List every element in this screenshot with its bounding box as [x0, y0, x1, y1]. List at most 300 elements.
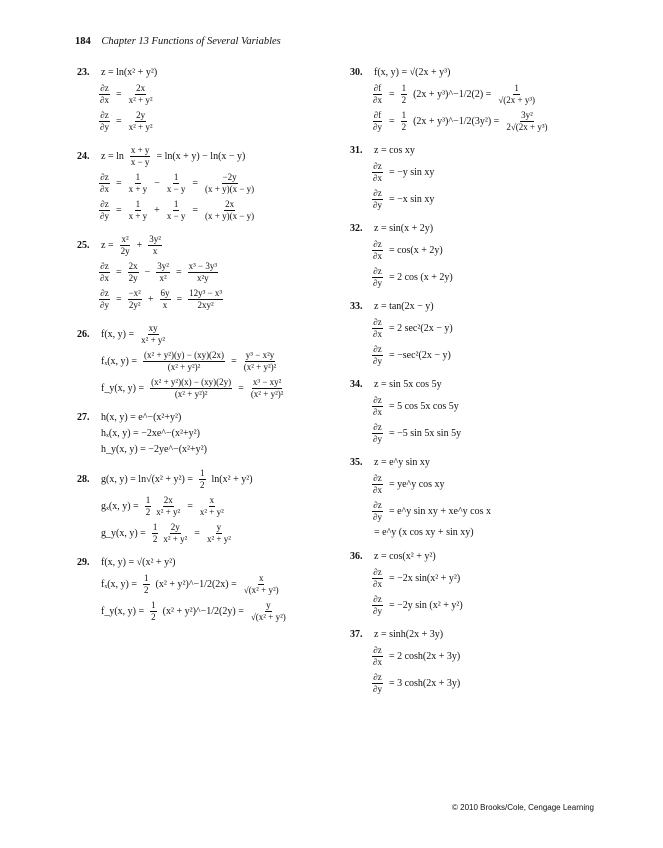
problem-number: 32. — [350, 223, 363, 234]
denominator: ∂x — [373, 173, 382, 183]
numerator: 1 — [135, 199, 141, 209]
problem-statement — [77, 235, 347, 256]
numerator: 1 — [401, 83, 407, 93]
fraction — [128, 173, 149, 194]
derivation-line — [77, 173, 347, 194]
denominator: x² + y² — [199, 507, 224, 517]
problem-statement — [350, 552, 620, 562]
derivation-line — [350, 528, 620, 538]
math-text: f_y(x, y) = — [101, 382, 145, 394]
numerator: 1 — [200, 468, 205, 478]
fraction — [372, 345, 383, 366]
math-text: = — [115, 115, 122, 127]
problem-number: 26. — [77, 328, 90, 340]
fraction — [372, 646, 383, 667]
fraction — [162, 523, 188, 544]
fraction — [372, 189, 383, 210]
math-text: z = cos xy — [374, 145, 415, 156]
denominator: ∂y — [100, 300, 109, 310]
problem-number: 23. — [77, 67, 90, 78]
denominator: 2√(2x + y³) — [506, 122, 548, 132]
denominator: ∂y — [100, 211, 109, 221]
derivation-line — [77, 601, 347, 622]
problem-statement — [350, 302, 620, 312]
denominator: x² + y² — [128, 95, 153, 105]
numerator: ∂z — [373, 500, 382, 510]
math-text: = — [175, 266, 182, 278]
derivation-line — [77, 200, 347, 221]
denominator: x — [152, 246, 158, 256]
denominator: √(x² + y²) — [250, 612, 286, 622]
derivation-line — [350, 474, 620, 495]
left-column — [77, 68, 347, 636]
fraction — [372, 568, 383, 589]
math-text: = −y sin xy — [388, 166, 435, 178]
fraction — [372, 318, 383, 339]
fraction — [372, 501, 383, 522]
numerator: 1 — [173, 172, 179, 182]
derivation-line — [350, 318, 620, 339]
math-text: + — [136, 239, 143, 251]
math-text: = — [115, 204, 122, 216]
denominator: 2xy² — [197, 300, 214, 310]
problem-number: 28. — [77, 473, 90, 485]
fraction — [99, 262, 110, 283]
fraction — [372, 162, 383, 183]
math-text: = ln(x + y) − ln(x − y) — [156, 150, 246, 162]
fraction — [199, 496, 225, 517]
problem — [350, 630, 620, 694]
numerator: 6y — [160, 288, 170, 298]
problem — [350, 224, 620, 288]
numerator: ∂z — [373, 317, 382, 327]
math-text: = e^y sin xy + xe^y cos x — [388, 505, 491, 517]
fraction — [206, 523, 232, 544]
problem-statement — [77, 469, 347, 490]
math-text: z = ln — [101, 150, 124, 162]
fraction — [99, 173, 110, 194]
numerator: y — [216, 522, 222, 532]
derivation-line — [77, 351, 347, 372]
derivation-line — [350, 267, 620, 288]
fraction — [140, 324, 166, 345]
math-text: z = cos(x² + y²) — [374, 551, 436, 562]
math-text: h(x, y) = e^−(x²+y²) — [101, 412, 182, 423]
problem-statement — [350, 68, 620, 78]
chapter-title: Chapter 13 Functions of Several Variables — [101, 36, 281, 47]
fraction — [204, 173, 255, 194]
problem-number: 29. — [77, 557, 90, 568]
numerator: ∂z — [373, 266, 382, 276]
denominator: ∂y — [373, 606, 382, 616]
numerator: ∂z — [373, 422, 382, 432]
math-text: gₓ(x, y) = — [101, 500, 139, 512]
denominator: 2 — [152, 534, 158, 544]
denominator: x² + y² — [156, 507, 181, 517]
math-text: z = ln(x² + y²) — [101, 67, 158, 78]
math-text: − — [154, 177, 160, 189]
problem-number: 35. — [350, 457, 363, 468]
derivation-line — [350, 501, 620, 522]
numerator: 2x — [225, 199, 235, 209]
math-text: z = sin(x + 2y) — [374, 223, 434, 234]
fraction — [250, 601, 287, 622]
math-text: = — [194, 527, 200, 539]
problem-number: 36. — [350, 551, 363, 562]
numerator: 3y² — [149, 234, 161, 244]
problem-number: 37. — [350, 629, 363, 640]
derivation-line — [77, 445, 347, 455]
denominator: (x + y)(x − y) — [205, 184, 255, 194]
numerator: 2x — [136, 83, 146, 93]
derivation-line — [77, 429, 347, 439]
numerator: 3y² — [157, 261, 169, 271]
fraction — [150, 601, 157, 622]
page-header — [75, 36, 281, 47]
denominator: x — [162, 300, 168, 310]
denominator: x + y — [128, 184, 148, 194]
math-text: h_y(x, y) = −2ye^−(x²+y²) — [101, 444, 208, 455]
numerator: (x² + y²)(y) − (xy)(2x) — [144, 350, 225, 360]
derivation-line — [350, 240, 620, 261]
page-number: 184 — [75, 36, 91, 47]
numerator: 1 — [145, 495, 151, 505]
numerator: 3y² — [521, 110, 533, 120]
problem — [350, 552, 620, 616]
numerator: x² — [121, 234, 129, 244]
fraction — [401, 111, 408, 132]
numerator: −x² — [128, 288, 141, 298]
fraction — [188, 262, 218, 283]
numerator: x — [209, 495, 215, 505]
problem-statement — [77, 413, 347, 423]
math-text: g(x, y) = ln√(x² + y²) = — [101, 473, 194, 485]
denominator: ∂y — [373, 512, 382, 522]
fraction — [401, 84, 408, 105]
numerator: ∂z — [373, 567, 382, 577]
denominator: ∂y — [100, 122, 109, 132]
numerator: ∂z — [373, 395, 382, 405]
fraction — [156, 262, 170, 283]
numerator: 2x — [163, 495, 173, 505]
denominator: x + y — [128, 211, 148, 221]
problem — [350, 302, 620, 366]
problem — [77, 413, 347, 455]
math-text: z = — [101, 239, 114, 251]
math-text: = — [115, 266, 122, 278]
math-text: = −sec²(2x − y) — [388, 349, 451, 361]
denominator: x² + y² — [163, 534, 188, 544]
math-text: fₓ(x, y) = — [101, 355, 138, 367]
problem-statement — [350, 380, 620, 390]
fraction — [148, 235, 162, 256]
fraction — [188, 289, 223, 310]
derivation-line — [350, 568, 620, 589]
fraction — [130, 146, 151, 167]
problem-statement — [350, 146, 620, 156]
numerator: 1 — [173, 199, 179, 209]
fraction — [372, 267, 383, 288]
problem-statement — [77, 146, 347, 167]
derivation-line — [77, 496, 347, 517]
math-text: + — [147, 293, 154, 305]
fraction — [204, 200, 255, 221]
fraction — [152, 523, 159, 544]
numerator: ∂z — [100, 110, 109, 120]
fraction — [372, 111, 383, 132]
math-text: fₓ(x, y) = — [101, 578, 138, 590]
denominator: ∂y — [373, 278, 382, 288]
derivation-line — [77, 523, 347, 544]
numerator: ∂z — [100, 199, 109, 209]
math-text: = — [115, 88, 122, 100]
denominator: 2 — [401, 95, 407, 105]
fraction — [99, 200, 110, 221]
numerator: 2y — [136, 110, 146, 120]
denominator: 2y — [120, 246, 130, 256]
problem — [350, 458, 620, 538]
math-text: (x² + y²)^−1/2(2y) = — [162, 605, 244, 617]
math-text: = — [192, 204, 199, 216]
math-text: = −5 sin 5x sin 5y — [388, 427, 462, 439]
numerator: ∂z — [373, 473, 382, 483]
fraction — [99, 111, 110, 132]
math-text: f(x, y) = √(x² + y²) — [101, 557, 176, 568]
fraction — [372, 673, 383, 694]
math-text: z = sinh(2x + 3y) — [374, 629, 444, 640]
fraction — [372, 240, 383, 261]
numerator: x + y — [130, 145, 150, 155]
numerator: y — [266, 600, 271, 610]
math-text: ln(x² + y²) — [211, 473, 253, 485]
denominator: ∂x — [100, 184, 109, 194]
math-text: = — [115, 177, 122, 189]
math-text: z = e^y sin xy — [374, 457, 430, 468]
denominator: ∂y — [373, 684, 382, 694]
math-text: = — [388, 88, 395, 100]
problem-number: 25. — [77, 239, 90, 251]
math-text: f_y(x, y) = — [101, 605, 145, 617]
denominator: ∂x — [100, 95, 109, 105]
problem-number: 24. — [77, 150, 90, 162]
derivation-line — [77, 289, 347, 310]
denominator: (x² + y²)² — [250, 389, 284, 399]
numerator: 1 — [151, 600, 156, 610]
denominator: (x + y)(x − y) — [205, 211, 255, 221]
numerator: 1 — [401, 110, 407, 120]
math-text: = −2x sin(x² + y²) — [388, 572, 461, 584]
copyright-notice: © 2010 Brooks/Cole, Cengage Learning — [452, 803, 594, 812]
fraction — [128, 111, 154, 132]
numerator: x³ − xy² — [252, 377, 282, 387]
derivation-line — [350, 189, 620, 210]
math-text: g_y(x, y) = — [101, 527, 146, 539]
fraction — [150, 378, 232, 399]
derivation-line — [350, 396, 620, 417]
numerator: ∂z — [373, 672, 382, 682]
math-text: − — [144, 266, 151, 278]
denominator: 2 — [144, 585, 149, 595]
derivation-line — [77, 262, 347, 283]
math-text: = — [238, 382, 244, 394]
fraction — [243, 574, 280, 595]
numerator: ∂f — [373, 110, 382, 120]
fraction — [128, 262, 139, 283]
denominator: 2 — [401, 122, 407, 132]
denominator: x² + y² — [141, 335, 166, 345]
math-text: = −2y sin (x² + y²) — [388, 599, 463, 611]
math-text: = — [388, 115, 395, 127]
problem — [77, 558, 347, 622]
math-text: = 2 cosh(2x + 3y) — [388, 650, 461, 662]
numerator: 1 — [514, 83, 519, 93]
numerator: ∂z — [100, 83, 109, 93]
derivation-line — [77, 378, 347, 399]
math-text: (2x + y³)^−1/2(3y²) = — [413, 115, 500, 127]
math-text: f(x, y) = √(2x + y³) — [374, 67, 451, 78]
problem — [77, 324, 347, 399]
fraction — [160, 289, 171, 310]
numerator: ∂z — [373, 344, 382, 354]
numerator: 2y — [170, 522, 180, 532]
denominator: ∂y — [373, 122, 382, 132]
problem — [350, 380, 620, 444]
fraction — [243, 351, 278, 372]
fraction — [250, 378, 285, 399]
denominator: x² + y² — [128, 122, 153, 132]
problem — [350, 68, 620, 132]
derivation-line — [350, 423, 620, 444]
problem-statement — [350, 224, 620, 234]
math-text: = — [192, 177, 199, 189]
denominator: x − y — [166, 211, 186, 221]
fraction — [128, 289, 142, 310]
denominator: (x² + y²)² — [167, 362, 201, 372]
fraction — [166, 200, 187, 221]
math-text: (x² + y²)^−1/2(2x) = — [155, 578, 237, 590]
numerator: ∂z — [100, 172, 109, 182]
math-text: f(x, y) = — [101, 328, 135, 340]
numerator: ∂z — [100, 288, 109, 298]
math-text: hₓ(x, y) = −2xe^−(x²+y²) — [101, 428, 200, 439]
fraction — [497, 84, 536, 105]
numerator: ∂z — [100, 261, 109, 271]
denominator: ∂y — [373, 200, 382, 210]
fraction — [143, 574, 150, 595]
denominator: 2 — [145, 507, 151, 517]
denominator: √(x² + y²) — [243, 585, 279, 595]
problem-number: 33. — [350, 301, 363, 312]
math-text: (2x + y³)^−1/2(2) = — [413, 88, 492, 100]
derivation-line — [350, 111, 620, 132]
derivation-line — [350, 345, 620, 366]
right-column — [350, 68, 620, 708]
problem — [350, 146, 620, 210]
denominator: ∂y — [373, 434, 382, 444]
derivation-line — [350, 646, 620, 667]
derivation-line — [77, 574, 347, 595]
denominator: 2y — [128, 273, 138, 283]
problem-number: 30. — [350, 67, 363, 78]
fraction — [199, 469, 206, 490]
problem-number: 34. — [350, 379, 363, 390]
fraction — [120, 235, 131, 256]
math-text: = 2 cos (x + 2y) — [388, 271, 453, 283]
math-text: = 2 sec²(2x − y) — [388, 322, 453, 334]
fraction — [372, 474, 383, 495]
fraction — [99, 84, 110, 105]
fraction — [166, 173, 187, 194]
math-text: = 5 cos 5x cos 5y — [388, 400, 459, 412]
denominator: ∂x — [100, 273, 109, 283]
fraction — [505, 111, 548, 132]
problem-statement — [350, 630, 620, 640]
derivation-line — [350, 162, 620, 183]
math-text: + — [154, 204, 160, 216]
problem-statement — [77, 558, 347, 568]
math-text: = e^y (x cos xy + sin xy) — [374, 527, 474, 538]
denominator: x² + y² — [206, 534, 231, 544]
denominator: 2 — [200, 480, 205, 490]
problem — [77, 235, 347, 310]
numerator: y³ − x²y — [245, 350, 275, 360]
derivation-line — [77, 84, 347, 105]
problem-number: 31. — [350, 145, 363, 156]
problem-statement — [350, 458, 620, 468]
math-text: = — [176, 293, 183, 305]
numerator: (x² + y²)(x) − (xy)(2y) — [151, 377, 232, 387]
fraction — [145, 496, 152, 517]
problem-statement — [77, 68, 347, 78]
numerator: 1 — [152, 522, 158, 532]
denominator: 2 — [151, 612, 156, 622]
denominator: (x² + y²)² — [243, 362, 277, 372]
denominator: x² — [159, 273, 167, 283]
math-text: z = sin 5x cos 5y — [374, 379, 442, 390]
problem-statement — [77, 324, 347, 345]
numerator: 12y³ − x³ — [189, 288, 223, 298]
fraction — [155, 496, 181, 517]
numerator: ∂z — [373, 594, 382, 604]
math-text: = −x sin xy — [388, 193, 435, 205]
numerator: 1 — [144, 573, 149, 583]
problem-number: 27. — [77, 412, 90, 423]
denominator: ∂x — [373, 329, 382, 339]
math-text: = — [187, 500, 193, 512]
numerator: 2x — [128, 261, 138, 271]
numerator: −2y — [222, 172, 237, 182]
math-text: = ye^y cos xy — [388, 478, 445, 490]
numerator: ∂z — [373, 645, 382, 655]
fraction — [99, 289, 110, 310]
denominator: ∂x — [373, 95, 382, 105]
denominator: x − y — [166, 184, 186, 194]
denominator: ∂x — [373, 407, 382, 417]
fraction — [143, 351, 225, 372]
fraction — [372, 595, 383, 616]
denominator: ∂x — [373, 485, 382, 495]
math-text: = — [115, 293, 122, 305]
numerator: 1 — [135, 172, 141, 182]
problem — [77, 146, 347, 221]
numerator: x — [258, 573, 264, 583]
numerator: xy — [148, 323, 158, 333]
denominator: x²y — [196, 273, 209, 283]
derivation-line — [77, 111, 347, 132]
numerator: ∂z — [373, 161, 382, 171]
fraction — [372, 396, 383, 417]
numerator: ∂f — [373, 83, 382, 93]
